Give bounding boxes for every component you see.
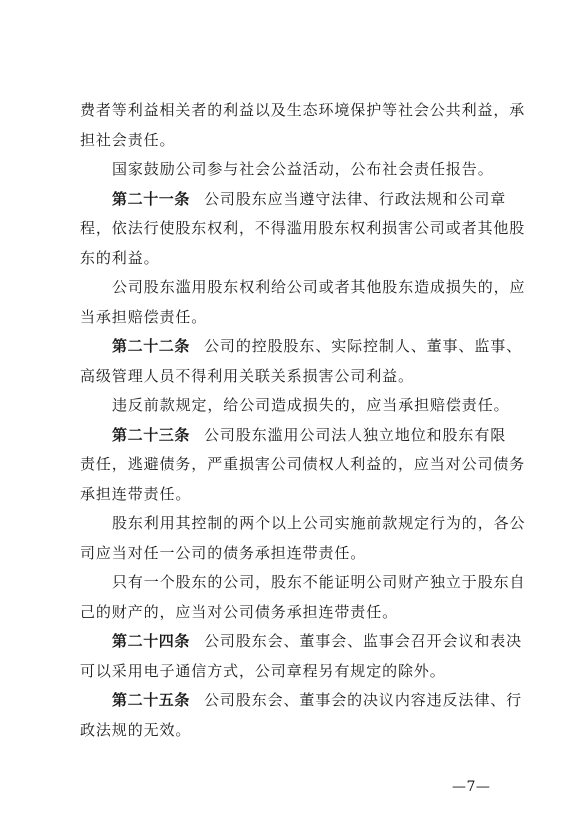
text-line [80, 720, 191, 740]
line-text: 只有一个股东的公司，股东不能证明公司财产独立于股东自 [112, 573, 526, 591]
line-text: 公司股东滥用公司法人独立地位和股东有限 [204, 425, 507, 444]
line-text: 可以采用电子通信方式，公司章程另有规定的除外。 [80, 661, 446, 680]
page-number: —7— [452, 779, 491, 795]
text-line [80, 484, 191, 504]
paragraph-start [112, 395, 510, 415]
line-text: 公司股东会、董事会的决议内容违反法律、行 [204, 691, 523, 709]
line-text: 股东利用其控制的两个以上公司实施前款规定行为的，各公 [112, 514, 526, 532]
line-text: 公司股东会、董事会、监事会召开会议和表决 [204, 632, 523, 650]
text-line [80, 218, 525, 238]
text-line [80, 543, 366, 563]
line-text: 己的财产的，应当对公司债务承担连带责任。 [80, 602, 399, 621]
text-line [80, 248, 160, 268]
text-line [80, 100, 525, 120]
article-heading-line [112, 336, 522, 356]
line-text: 政法规的无效。 [80, 720, 192, 739]
line-text: 公司股东滥用股东权利给公司或者其他股东造成损失的，应 [112, 278, 526, 296]
article-number: 第二十三条 [112, 425, 191, 444]
article-number: 第二十一条 [112, 189, 191, 208]
line-text: 东的利益。 [80, 248, 160, 267]
text-line [80, 661, 446, 681]
line-text: 公司股东应当遵守法律、行政法规和公司章 [204, 189, 507, 208]
article-number: 第二十二条 [112, 337, 191, 355]
article-heading-line [112, 631, 522, 651]
line-text: 国家鼓励公司参与社会公益活动，公布社会责任报告。 [112, 160, 494, 178]
text-line [80, 130, 175, 150]
paragraph-start [112, 277, 525, 297]
line-text: 承担连带责任。 [80, 484, 192, 503]
line-text: 违反前款规定，给公司造成损失的，应当承担赔偿责任。 [112, 396, 510, 414]
text-line [80, 366, 414, 386]
line-text: 高级管理人员不得利用关联关系损害公司利益。 [80, 366, 414, 385]
line-text: 费者等利益相关者的利益以及生态环境保护等社会公共利益，承 [80, 101, 526, 119]
line-text: 当承担赔偿责任。 [80, 307, 208, 326]
text-line [80, 454, 525, 474]
line-text: 程，依法行使股东权利，不得滥用股东权利损害公司或者其他股 [80, 219, 526, 237]
text-line [80, 602, 398, 622]
paragraph-start [112, 572, 525, 592]
article-number: 第二十五条 [112, 691, 191, 709]
line-text: 司应当对任一公司的债务承担连带责任。 [80, 543, 367, 562]
article-heading-line [112, 189, 506, 209]
line-text: 责任，逃避债务，严重损害公司债权人利益的，应当对公司债务 [80, 455, 526, 473]
line-text: 公司的控股股东、实际控制人、董事、监事、 [204, 337, 523, 355]
article-heading-line [112, 425, 506, 445]
text-line [80, 307, 207, 327]
article-number: 第二十四条 [112, 632, 191, 650]
article-heading-line [112, 690, 522, 710]
line-text: 担社会责任。 [80, 130, 176, 149]
paragraph-start [112, 159, 494, 179]
paragraph-start [112, 513, 525, 533]
